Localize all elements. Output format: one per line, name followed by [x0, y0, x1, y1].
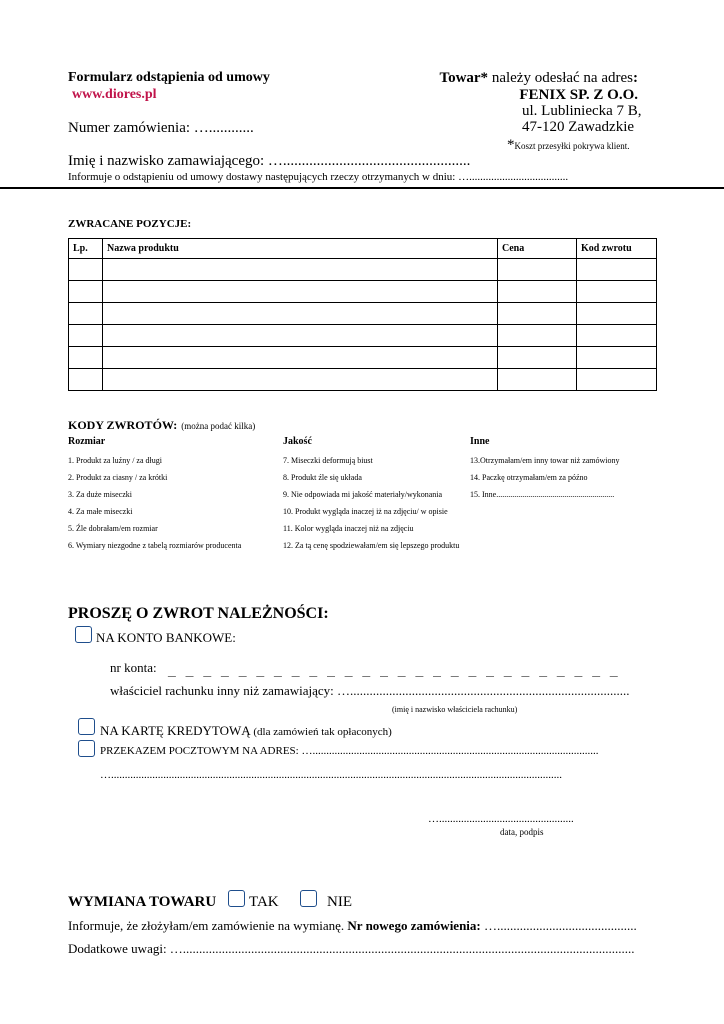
refund-title: PROSZĘ O ZWROT NALEŻNOŚCI: [68, 605, 329, 622]
other-heading: Inne [470, 436, 490, 447]
order-number-field[interactable]: Numer zamówienia: …............ [68, 120, 254, 136]
credit-card-label: NA KARTĘ KREDYTOWĄ (dla zamówień tak opłaconych) [100, 723, 392, 738]
table-row[interactable] [69, 259, 657, 281]
company-city: 47-120 Zawadzkie [522, 119, 635, 135]
list-item: 5. Źle dobrałam/em rozmiar [68, 524, 158, 533]
ship-to-line: Towar* należy odesłać na adres: [439, 70, 638, 86]
credit-card-checkbox[interactable] [78, 718, 95, 735]
list-item: 4. Za małe miseczki [68, 507, 133, 516]
column-header: Nazwa produktu [103, 239, 498, 259]
exchange-yes-label: TAK [249, 894, 279, 910]
size-heading: Rozmiar [68, 436, 106, 447]
bank-transfer-label: NA KONTO BANKOWE: [96, 630, 236, 645]
list-item: 14. Paczkę otrzymałam/em za późno [470, 473, 588, 482]
account-owner-field[interactable]: właściciel rachunku inny niż zamawiający: …...................................................................................... [110, 683, 630, 698]
table-row[interactable] [69, 303, 657, 325]
size-codes-list [68, 452, 241, 554]
postal-address-field[interactable]: PRZEKAZEM POCZTOWYM NA ADRES: …........................................................................................................ [100, 745, 599, 757]
exchange-title: WYMIANA TOWARU [68, 894, 217, 910]
signature-field[interactable]: …................................................. [428, 813, 574, 825]
list-item: 11. Kolor wygląda inaczej niż na zdjęciu [283, 524, 414, 533]
exchange-no-label: NIE [327, 894, 352, 910]
list-item: 15. Inne........................................................... [470, 490, 615, 499]
header-divider [0, 187, 724, 189]
form-title: Formularz odstąpienia od umowy [68, 70, 270, 85]
table-row[interactable] [69, 347, 657, 369]
postal-address-line2[interactable]: ….................................................................................................................................................................... [100, 769, 562, 781]
company-name: FENIX SP. Z O.O. [519, 87, 638, 103]
website-link[interactable]: www.diores.pl [72, 87, 157, 102]
list-item: 2. Produkt za ciasny / za krótki [68, 473, 168, 482]
list-item: 13.Otrzymałam/em inny towar niż zamówiony [470, 456, 620, 465]
quality-codes-list [283, 452, 459, 554]
bank-transfer-checkbox[interactable] [75, 626, 92, 643]
table-header-row [69, 239, 657, 259]
list-item: 8. Produkt źle się układa [283, 473, 362, 482]
account-owner-hint: (imię i nazwisko właściciela rachunku) [392, 705, 518, 714]
column-header: Kod zwrotu [577, 239, 657, 259]
list-item: 10. Produkt wygląda inaczej iż na zdjęciu/ w opisie [283, 507, 448, 516]
exchange-yes-checkbox[interactable] [228, 890, 245, 907]
postal-order-checkbox[interactable] [78, 740, 95, 757]
column-header: Lp. [69, 239, 103, 259]
list-item: 7. Miseczki deformują biust [283, 456, 373, 465]
table-row[interactable] [69, 369, 657, 391]
column-header: Cena [498, 239, 577, 259]
returned-items-table [68, 238, 657, 391]
signature-label: data, podpis [500, 827, 544, 837]
return-codes-title: KODY ZWROTÓW: (można podać kilka) [68, 418, 256, 432]
customer-name-field[interactable]: Imię i nazwisko zamawiającego: ….................................................. [68, 153, 471, 169]
table-row[interactable] [69, 325, 657, 347]
exchange-no-checkbox[interactable] [300, 890, 317, 907]
new-order-number-field[interactable]: Informuje, że złożyłam/em zamówienie na wymianę. Nr nowego zamówienia: …........................................... [68, 918, 637, 933]
quality-heading: Jakość [283, 436, 312, 447]
list-item: 12. Za tą cenę spodziewałam/em się lepszego produktu [283, 541, 460, 550]
withdrawal-statement: Informuje o odstąpieniu od umowy dostawy następujących rzeczy otrzymanych w dniu: ….................................... [68, 171, 569, 183]
list-item: 3. Za duże miseczki [68, 490, 132, 499]
table-row[interactable] [69, 281, 657, 303]
other-codes-list [470, 452, 620, 503]
returned-items-title: ZWRACANE POZYCJE: [68, 218, 192, 230]
company-street: ul. Lubliniecka 7 B, [522, 103, 642, 119]
account-number-field[interactable]: _ _ _ _ _ _ _ _ _ _ _ _ _ _ _ _ _ _ _ _ _ _ _ _ _ _ [168, 662, 621, 678]
list-item: 1. Produkt za luźny / za długi [68, 456, 162, 465]
shipping-cost-note: *Koszt przesyłki pokrywa klient. [507, 137, 630, 153]
remarks-field[interactable]: Dodatkowe uwagi: …........................................................................................................................................... [68, 941, 635, 956]
account-number-label: nr konta: [110, 660, 157, 675]
list-item: 9. Nie odpowiada mi jakość materiały/wykonania [283, 490, 443, 499]
list-item: 6. Wymiary niezgodne z tabelą rozmiarów producenta [68, 541, 242, 550]
